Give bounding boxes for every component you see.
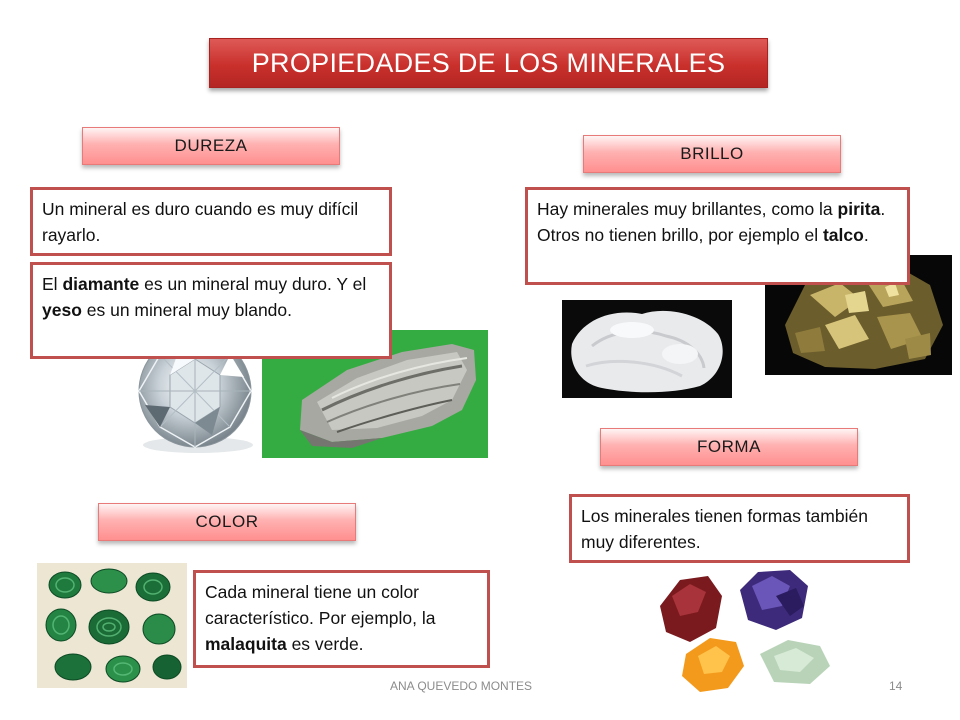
dureza-examples-text-3: es un mineral muy blando. <box>81 300 293 320</box>
color-text: Cada mineral tiene un color característico. Por ejemplo, la <box>205 582 436 628</box>
dureza-definition-box <box>30 187 392 256</box>
color-description-box <box>193 570 490 668</box>
heading-color: COLOR <box>98 503 356 541</box>
talco-term: talco <box>822 225 864 245</box>
forma-text: Los minerales tienen formas también muy diferentes. <box>581 506 868 552</box>
crystals-image <box>650 566 850 700</box>
malachite-image <box>37 563 187 688</box>
heading-brillo: BRILLO <box>583 135 841 173</box>
slide-title: PROPIEDADES DE LOS MINERALES <box>209 38 768 88</box>
color-text-2: es verde. <box>286 634 364 654</box>
brillo-text-2: . Otros no tienen brillo, por ejemplo el <box>537 199 886 245</box>
brillo-description-box <box>525 187 910 285</box>
dureza-examples-text: El <box>42 274 63 294</box>
pirita-term: pirita <box>837 199 881 219</box>
yeso-term: yeso <box>42 300 82 320</box>
diamante-term: diamante <box>62 274 140 294</box>
brillo-text-3: . <box>863 225 869 245</box>
heading-dureza: DUREZA <box>82 127 340 165</box>
brillo-text: Hay minerales muy brillantes, como la <box>537 199 838 219</box>
forma-description-box <box>569 494 910 563</box>
malaquita-term: malaquita <box>205 634 287 654</box>
heading-forma: FORMA <box>600 428 858 466</box>
dureza-examples-text-2: es un mineral muy duro. Y el <box>139 274 367 294</box>
slide-number: 14 <box>889 679 903 693</box>
talc-image <box>562 300 732 398</box>
footer-author: ANA QUEVEDO MONTES <box>390 679 533 693</box>
dureza-examples-box <box>30 262 392 359</box>
dureza-definition-text: Un mineral es duro cuando es muy difícil rayarlo. <box>42 199 359 245</box>
